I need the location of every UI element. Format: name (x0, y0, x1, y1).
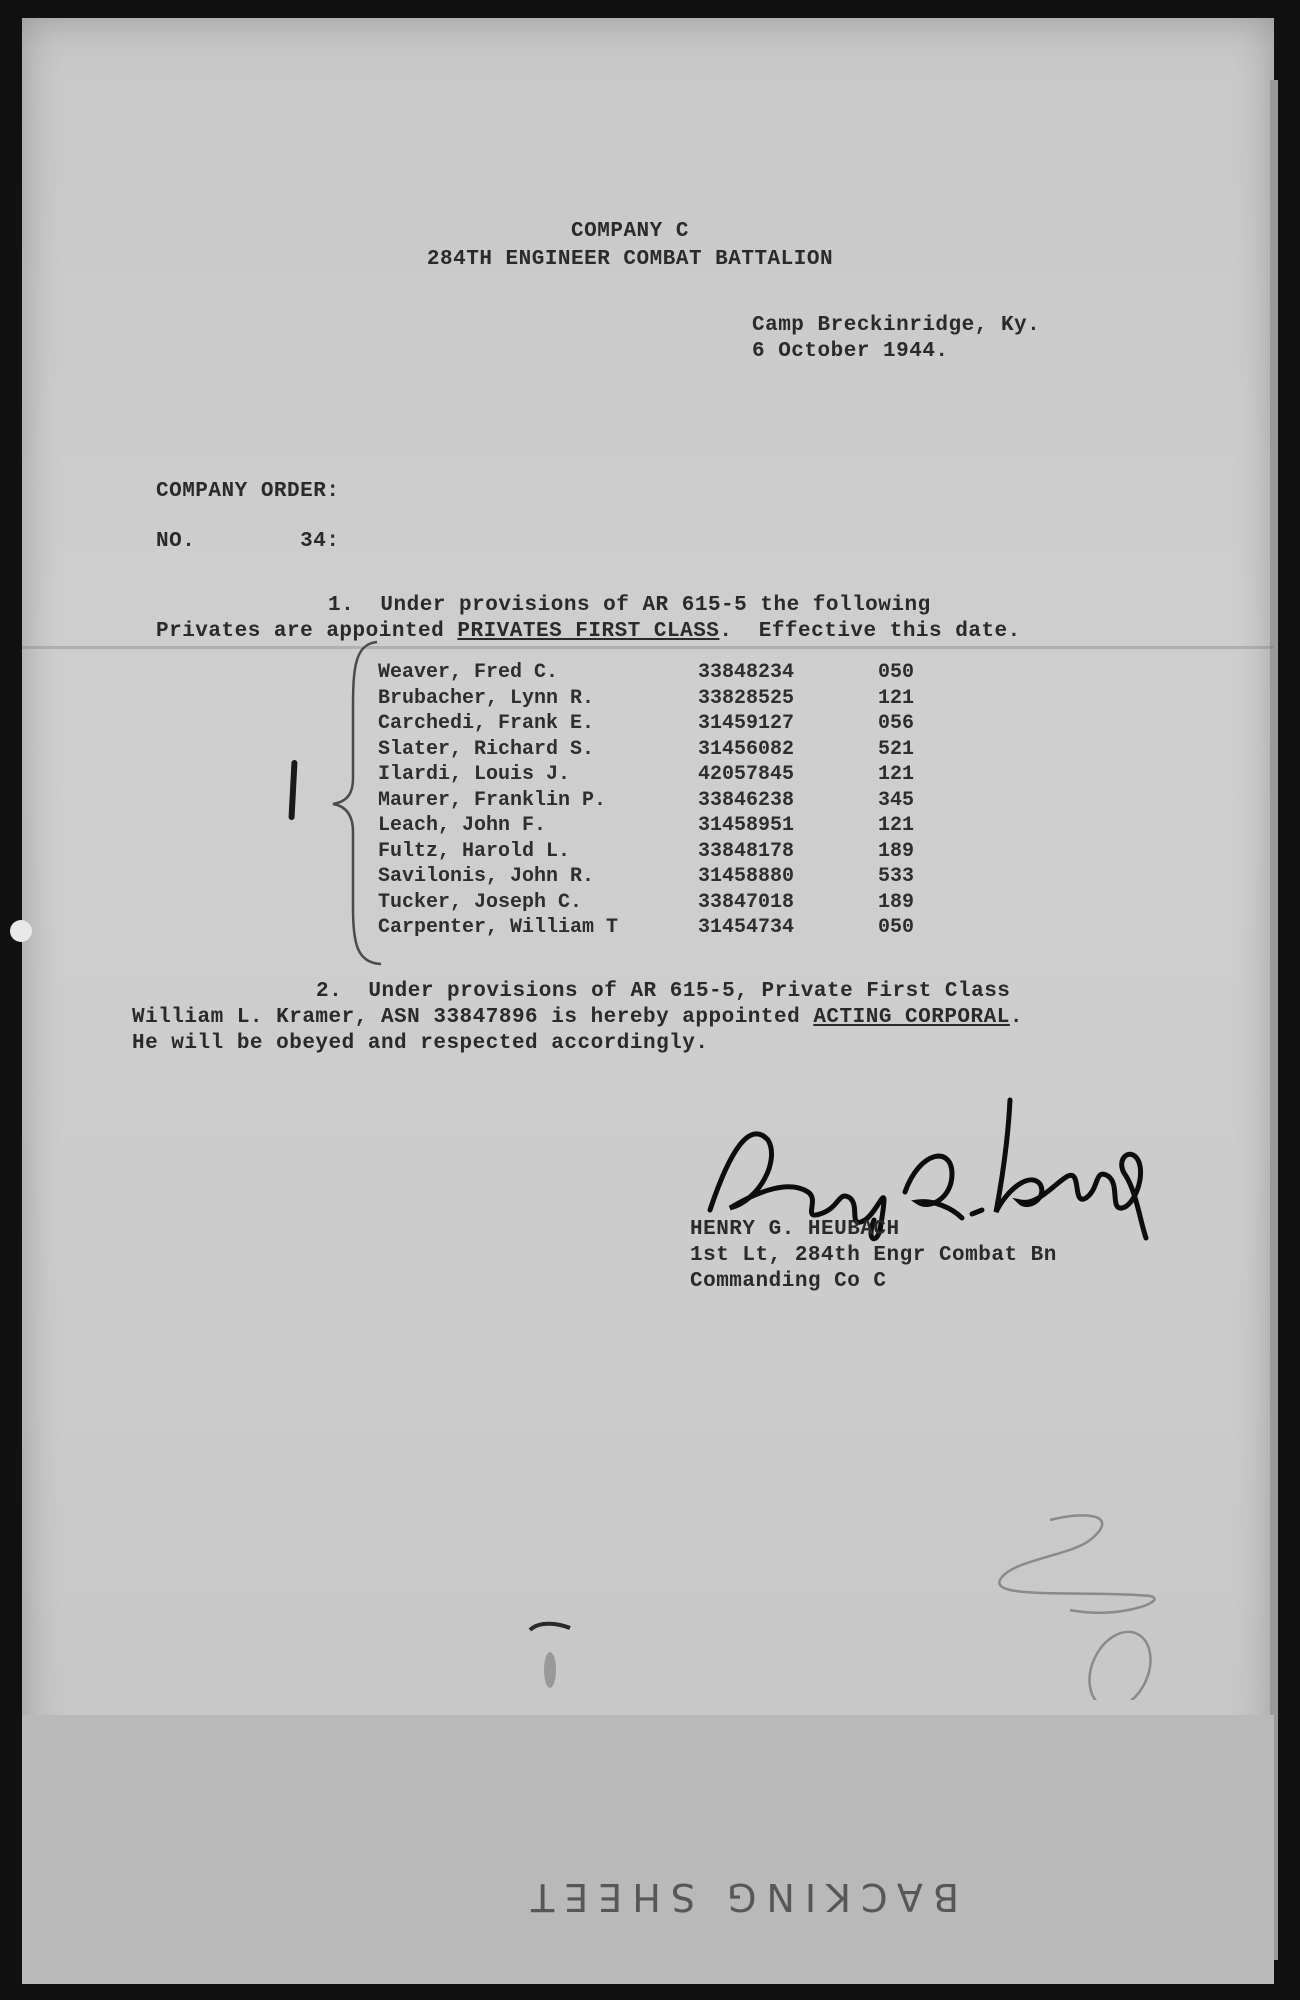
roster-name: Fultz, Harold L. (378, 839, 571, 863)
roster-row (378, 686, 958, 712)
roster-name: Leach, John F. (378, 814, 547, 837)
place-line: Camp Breckinridge, Ky. (752, 314, 1041, 337)
roster-row (378, 660, 958, 686)
roster-row (378, 788, 958, 814)
roster-code: 189 (878, 839, 915, 863)
roster-asn: 33848234 (698, 661, 795, 684)
paragraph2-text-start: William L. Kramer, ASN 33847896 is hereby appointed (132, 1006, 814, 1029)
order-title: COMPANY ORDER: (156, 480, 340, 503)
company-heading: COMPANY C (571, 220, 689, 243)
paper-smudge (10, 920, 32, 942)
pfc-appointment-underlined: PRIVATES FIRST CLASS (457, 620, 720, 643)
roster-asn: 31458951 (698, 814, 795, 837)
roster-code: 189 (878, 890, 915, 914)
paragraph2-line3: He will be obeyed and respected accordingly. (132, 1032, 709, 1055)
roster-row (378, 813, 958, 839)
roster-table (378, 660, 958, 941)
roster-code: 521 (878, 737, 915, 761)
roster-asn: 33847018 (698, 890, 795, 914)
roster-row (378, 864, 958, 890)
roster-code: 121 (878, 814, 915, 837)
roster-asn: 33846238 (698, 788, 795, 812)
roster-row (378, 762, 958, 788)
roster-name: Carchedi, Frank E. (378, 712, 595, 735)
roster-brace (325, 638, 385, 968)
roster-asn: 31456082 (698, 737, 795, 761)
backing-sheet-band (22, 1715, 1274, 1984)
roster-asn: 33848178 (698, 839, 795, 863)
paragraph1-text-start: Privates are appointed (156, 620, 458, 643)
fold-line (22, 646, 1274, 649)
roster-name: Brubacher, Lynn R. (378, 686, 595, 710)
signer-rank: 1st Lt, 284th Engr Combat Bn (690, 1244, 1057, 1267)
paragraph2-line1: 2. Under provisions of AR 615-5, Private First Class (316, 980, 1011, 1003)
backing-sheet-label: BACKING SHEET (521, 1875, 959, 1919)
roster-asn: 31454734 (698, 916, 795, 939)
battalion-heading: 284TH ENGINEER COMBAT BATTALION (426, 248, 834, 271)
roster-name: Ilardi, Louis J. (378, 763, 571, 786)
roster-row (378, 711, 958, 737)
roster-name: Savilonis, John R. (378, 865, 595, 888)
roster-code: 121 (878, 686, 915, 710)
roster-name: Slater, Richard S. (378, 737, 595, 761)
roster-name: Maurer, Franklin P. (378, 788, 607, 812)
roster-row (378, 737, 958, 763)
ink-blot (520, 1610, 580, 1700)
roster-row (378, 890, 958, 916)
roster-code: 345 (878, 788, 915, 812)
roster-asn: 42057845 (698, 763, 795, 786)
paragraph1-text-end: . Effective this date. (719, 620, 1021, 643)
sheet-edge (1270, 80, 1278, 1960)
order-number: NO. 34: (156, 530, 340, 553)
roster-asn: 33828525 (698, 686, 795, 710)
date-line: 6 October 1944. (752, 340, 949, 363)
roster-row (378, 839, 958, 865)
roster-row (378, 915, 958, 941)
signer-role: Commanding Co C (690, 1270, 887, 1293)
pencil-notation (970, 1500, 1190, 1700)
paragraph2-text-end: . (1009, 1006, 1023, 1029)
acting-corporal-underlined: ACTING CORPORAL (813, 1006, 1010, 1029)
paragraph1-line1: 1. Under provisions of AR 615-5 the following (328, 594, 931, 617)
roster-name: Weaver, Fred C. (378, 661, 559, 684)
roster-code: 056 (878, 712, 915, 735)
roster-asn: 31459127 (698, 712, 795, 735)
paragraph1-line2 (156, 620, 1021, 643)
roster-name: Tucker, Joseph C. (378, 890, 583, 914)
roster-code: 533 (878, 865, 915, 888)
signer-name: HENRY G. HEUBACH (690, 1218, 900, 1241)
roster-code: 050 (878, 661, 915, 684)
roster-code: 050 (878, 916, 915, 939)
roster-name: Carpenter, William T (378, 916, 619, 939)
roster-asn: 31458880 (698, 865, 795, 888)
paragraph2-line2 (132, 1006, 1023, 1029)
roster-code: 121 (878, 763, 915, 786)
